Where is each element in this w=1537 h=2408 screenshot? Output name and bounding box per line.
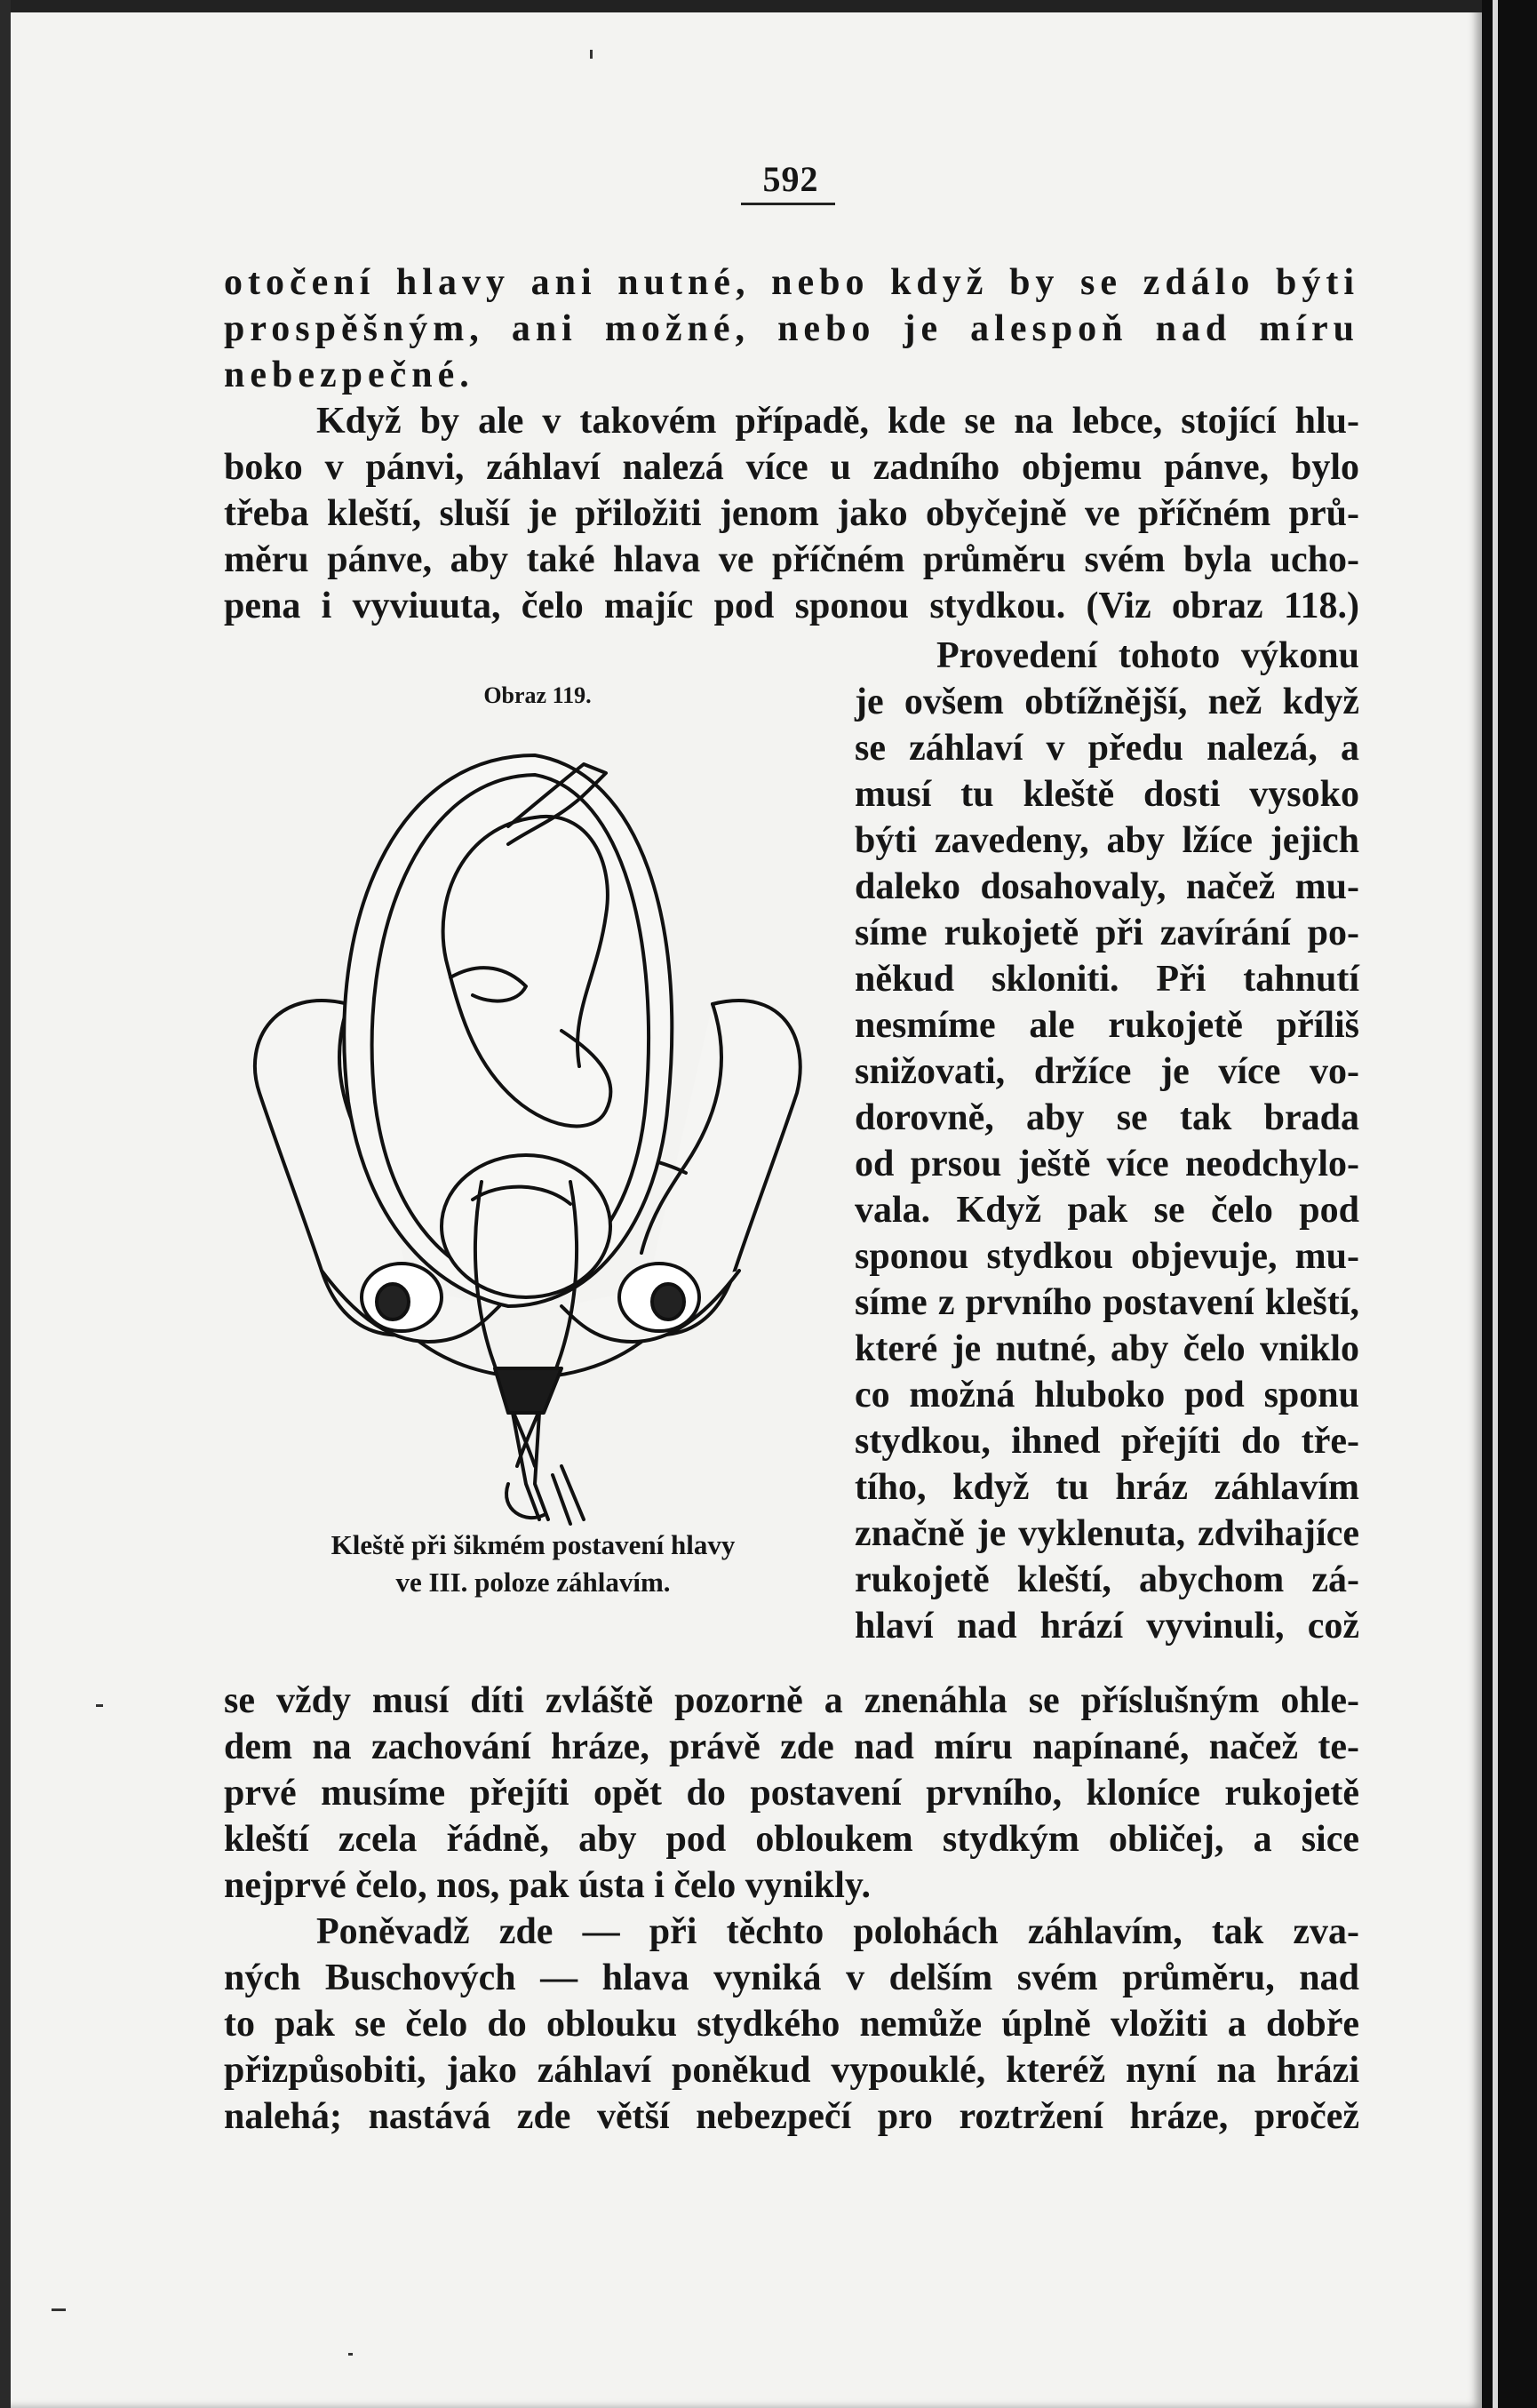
text-line: stydkou, ihned přejíti do tře- — [855, 1421, 1359, 1462]
text-line: síme z prvního postavení kleští, — [855, 1282, 1359, 1323]
scan-speck — [52, 2308, 66, 2311]
text-line: se vždy musí díti zvláště pozorně a znenáhla se příslušným ohle- — [224, 1680, 1359, 1721]
text-line: Poněvadž zde — při těchto polohách záhlavím, tak zva- — [316, 1911, 1359, 1952]
text-line: dem na zachování hráze, právě zde nad míru napínané, načež te- — [224, 1726, 1359, 1767]
text-line: otočení hlavy ani nutné, nebo když by se zdálo býti — [224, 262, 1359, 303]
figure-caption: ve III. poloze záhlavím. — [395, 1567, 671, 1598]
text-line: kleští zcela řádně, aby pod obloukem stydkým obličej, a sice — [224, 1819, 1359, 1860]
scan-left-edge — [0, 0, 11, 2408]
page-number-rule — [741, 203, 835, 205]
text-line: daleko dosahovaly, načež mu- — [855, 866, 1359, 907]
text-line: se záhlaví v předu nalezá, a — [855, 728, 1359, 769]
text-line: tího, když tu hráz záhlavím — [855, 1467, 1359, 1508]
text-line: sponou stydkou objevuje, mu- — [855, 1236, 1359, 1277]
figure-label: Obraz 119. — [483, 682, 592, 708]
figure-caption: Kleště při šikmém postavení hlavy — [330, 1529, 736, 1560]
text-line: síme rukojetě při zavírání po- — [855, 913, 1359, 953]
text-line: je ovšem obtížnější, než když — [855, 682, 1359, 722]
text-line: nebezpečné. — [224, 355, 474, 395]
text-line: od prsou ještě více neodchylo- — [855, 1144, 1359, 1184]
text-line: značně je vyklenuta, zdvihajíce — [855, 1513, 1359, 1554]
text-line: snižovati, držíce je více vo- — [855, 1051, 1359, 1092]
page-number: 592 — [762, 159, 819, 199]
text-line: pena i vyviuuta, čelo majíc pod sponou stydkou. (Viz obraz 118.) — [224, 586, 1359, 626]
text-line: to pak se čelo do oblouku stydkého nemůže úplně vložiti a dobře — [224, 2004, 1359, 2045]
text-line: nejprvé čelo, nos, pak ústa i čelo vynikly. — [224, 1865, 872, 1906]
figure-illustration — [242, 720, 819, 1528]
text-line: boko v pánvi, záhlaví nalezá více u zadního objemu pánve, bylo — [224, 447, 1359, 488]
text-line: někud skloniti. Při tahnutí — [855, 959, 1359, 1000]
scan-top-edge — [0, 0, 1482, 12]
text-line: vala. Když pak se čelo pod — [855, 1190, 1359, 1231]
text-line: nesmíme ale rukojetě příliš — [855, 1005, 1359, 1046]
text-line: musí tu kleště dosti vysoko — [855, 774, 1359, 815]
text-line: prospěšným, ani možné, nebo je alespoň nad míru — [224, 308, 1359, 349]
text-line: rukojetě kleští, abychom zá- — [855, 1559, 1359, 1600]
text-line: třeba kleští, sluší je přiložiti jenom jako obyčejně ve příčném prů- — [224, 493, 1359, 534]
page-edge-line — [1493, 0, 1498, 2408]
text-line: prvé musíme přejíti opět do postavení prvního, kloníce rukojetě — [224, 1773, 1359, 1814]
text-line: nalehá; nastává zde větší nebezpečí pro roztržení hráze, pročež — [224, 2096, 1359, 2137]
scan-speck — [348, 2353, 353, 2356]
text-line: přizpůsobiti, jako záhlaví poněkud vypouklé, kteréž nyní na hrázi — [224, 2050, 1359, 2091]
scan-right-margin — [1482, 0, 1537, 2408]
text-line: měru pánve, aby také hlava ve příčném průměru svém byla ucho- — [224, 539, 1359, 580]
text-line: ných Buschových — hlava vyniká v delším svém průměru, nad — [224, 1957, 1359, 1998]
text-line: dorovně, aby se tak brada — [855, 1097, 1359, 1138]
text-line: Když by ale v takovém případě, kde se na lebce, stojící hlu- — [316, 401, 1359, 442]
scan-speck — [96, 1704, 103, 1707]
text-line: co možná hluboko pod sponu — [855, 1375, 1359, 1415]
text-line: býti zavedeny, aby lžíce jejich — [855, 820, 1359, 861]
text-line: Provedení tohoto výkonu — [936, 635, 1359, 676]
text-line: hlaví nad hrází vyvinuli, což — [855, 1606, 1359, 1647]
text-line: které je nutné, aby čelo vniklo — [855, 1328, 1359, 1369]
scan-speck — [590, 50, 593, 59]
